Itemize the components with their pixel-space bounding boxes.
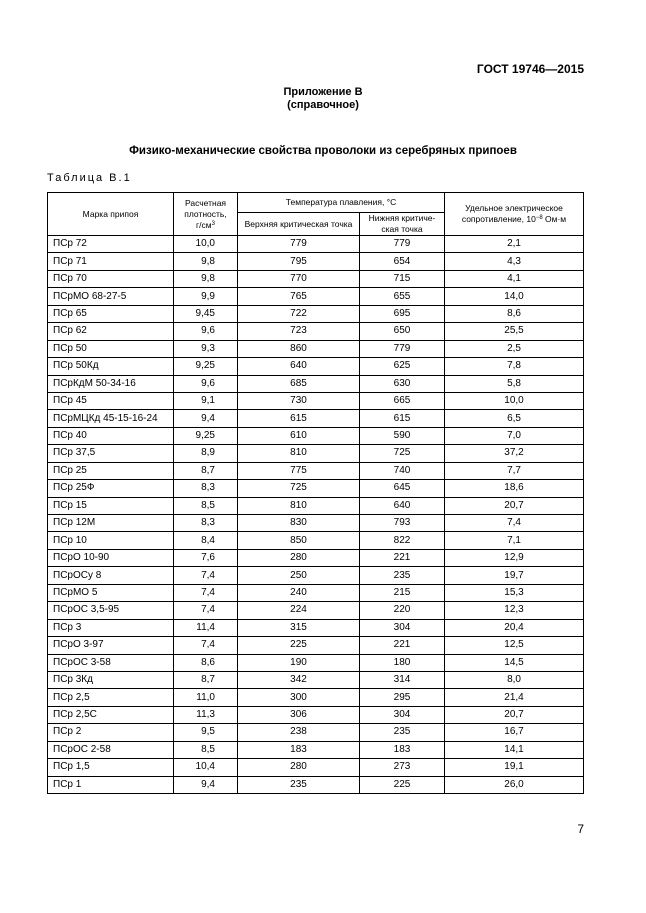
- cell-resistivity: 20,7: [445, 497, 584, 514]
- cell-upper-temp: 770: [238, 270, 360, 287]
- cell-density: 10,4: [174, 759, 238, 776]
- cell-density: 8,3: [174, 515, 238, 532]
- appendix-label: Приложение В: [283, 86, 363, 98]
- cell-resistivity: 4,1: [445, 270, 584, 287]
- cell-grade: ПСр 71: [48, 253, 174, 270]
- cell-upper-temp: 723: [238, 323, 360, 340]
- cell-resistivity: 4,3: [445, 253, 584, 270]
- table-row: [48, 671, 584, 688]
- cell-resistivity: 16,7: [445, 724, 584, 741]
- cell-grade: ПСр 2,5С: [48, 706, 174, 723]
- cell-lower-temp: 650: [360, 323, 445, 340]
- cell-density: 9,6: [174, 323, 238, 340]
- cell-upper-temp: 300: [238, 689, 360, 706]
- cell-resistivity: 8,6: [445, 305, 584, 322]
- cell-density: 7,4: [174, 584, 238, 601]
- cell-density: 9,6: [174, 375, 238, 392]
- table-row: [48, 270, 584, 287]
- cell-lower-temp: 295: [360, 689, 445, 706]
- cell-density: 11,3: [174, 706, 238, 723]
- cell-grade: ПСр 1,5: [48, 759, 174, 776]
- table-row: [48, 358, 584, 375]
- cell-density: 8,7: [174, 671, 238, 688]
- cell-resistivity: 6,5: [445, 410, 584, 427]
- table-row: [48, 776, 584, 793]
- cell-resistivity: 15,3: [445, 584, 584, 601]
- cell-upper-temp: 850: [238, 532, 360, 549]
- cell-lower-temp: 215: [360, 584, 445, 601]
- cell-grade: ПСр 1: [48, 776, 174, 793]
- cell-grade: ПСрКдМ 50-34-16: [48, 375, 174, 392]
- cell-density: 9,9: [174, 288, 238, 305]
- cell-upper-temp: 238: [238, 724, 360, 741]
- cell-density: 11,0: [174, 689, 238, 706]
- cell-density: 7,4: [174, 567, 238, 584]
- section-title: Физико-механические свойства проволоки из серебряных припоев: [129, 145, 517, 157]
- header-density-line2: плотность,: [184, 208, 227, 219]
- cell-lower-temp: 183: [360, 741, 445, 758]
- cell-resistivity: 2,1: [445, 236, 584, 253]
- cell-lower-temp: 180: [360, 654, 445, 671]
- cell-resistivity: 14,0: [445, 288, 584, 305]
- cell-upper-temp: 315: [238, 619, 360, 636]
- cell-grade: ПСр 3: [48, 619, 174, 636]
- cell-upper-temp: 280: [238, 759, 360, 776]
- cell-grade: ПСрМЦКд 45-15-16-24: [48, 410, 174, 427]
- cell-upper-temp: 280: [238, 549, 360, 566]
- cell-lower-temp: 822: [360, 532, 445, 549]
- header-resistivity-exp: −8: [535, 215, 543, 221]
- cell-resistivity: 12,9: [445, 549, 584, 566]
- header-upper-point: Верхняя критическая точка: [238, 213, 360, 236]
- cell-grade: ПСр 25: [48, 462, 174, 479]
- cell-upper-temp: 240: [238, 584, 360, 601]
- cell-density: 7,4: [174, 602, 238, 619]
- table-row: [48, 532, 584, 549]
- cell-density: 8,4: [174, 532, 238, 549]
- cell-density: 9,45: [174, 305, 238, 322]
- header-resistivity-line1: Удельное электрическое: [465, 203, 563, 213]
- table-row: [48, 480, 584, 497]
- cell-grade: ПСр 70: [48, 270, 174, 287]
- cell-lower-temp: 654: [360, 253, 445, 270]
- cell-lower-temp: 221: [360, 637, 445, 654]
- cell-lower-temp: 221: [360, 549, 445, 566]
- cell-density: 8,6: [174, 654, 238, 671]
- table-row: [48, 637, 584, 654]
- header-resistivity: [445, 193, 584, 236]
- cell-density: 9,4: [174, 410, 238, 427]
- cell-resistivity: 18,6: [445, 480, 584, 497]
- header-grade: Марка припоя: [48, 193, 174, 236]
- cell-grade: ПСрО 3-97: [48, 637, 174, 654]
- cell-lower-temp: 630: [360, 375, 445, 392]
- cell-resistivity: 5,8: [445, 375, 584, 392]
- cell-lower-temp: 725: [360, 445, 445, 462]
- cell-density: 8,5: [174, 741, 238, 758]
- cell-lower-temp: 225: [360, 776, 445, 793]
- cell-grade: ПСр 65: [48, 305, 174, 322]
- cell-upper-temp: 224: [238, 602, 360, 619]
- cell-upper-temp: 250: [238, 567, 360, 584]
- cell-lower-temp: 655: [360, 288, 445, 305]
- table-row: [48, 323, 584, 340]
- table-row: [48, 462, 584, 479]
- cell-lower-temp: 665: [360, 392, 445, 409]
- cell-upper-temp: 810: [238, 497, 360, 514]
- cell-lower-temp: 235: [360, 567, 445, 584]
- cell-upper-temp: 183: [238, 741, 360, 758]
- table-row: [48, 706, 584, 723]
- cell-resistivity: 19,7: [445, 567, 584, 584]
- table-row: [48, 410, 584, 427]
- header-melting-temp: Температура плавления, °С: [238, 193, 445, 213]
- cell-lower-temp: 779: [360, 236, 445, 253]
- table-row: [48, 619, 584, 636]
- cell-upper-temp: 235: [238, 776, 360, 793]
- cell-lower-temp: 645: [360, 480, 445, 497]
- table-row: [48, 445, 584, 462]
- cell-upper-temp: 795: [238, 253, 360, 270]
- cell-resistivity: 7,4: [445, 515, 584, 532]
- cell-resistivity: 19,1: [445, 759, 584, 776]
- header-lower-point: Нижняя критиче-ская точка: [360, 213, 445, 236]
- cell-density: 9,8: [174, 253, 238, 270]
- header-resistivity-pre: сопротивление, 10: [461, 214, 536, 224]
- cell-grade: ПСрМО 5: [48, 584, 174, 601]
- table-row: [48, 515, 584, 532]
- cell-grade: ПСрОСу 8: [48, 567, 174, 584]
- table-row: [48, 584, 584, 601]
- table-row: [48, 497, 584, 514]
- appendix-title: [0, 86, 646, 112]
- cell-density: 10,0: [174, 236, 238, 253]
- table-row: [48, 305, 584, 322]
- cell-resistivity: 7,1: [445, 532, 584, 549]
- cell-resistivity: 26,0: [445, 776, 584, 793]
- cell-grade: ПСр 2,5: [48, 689, 174, 706]
- table-row: [48, 741, 584, 758]
- cell-grade: ПСр 50: [48, 340, 174, 357]
- cell-upper-temp: 765: [238, 288, 360, 305]
- cell-resistivity: 21,4: [445, 689, 584, 706]
- cell-upper-temp: 779: [238, 236, 360, 253]
- table-body: [48, 236, 584, 794]
- cell-upper-temp: 775: [238, 462, 360, 479]
- cell-resistivity: 7,0: [445, 427, 584, 444]
- header-density-unit-line: [177, 220, 234, 231]
- cell-density: 8,9: [174, 445, 238, 462]
- cell-density: 9,25: [174, 358, 238, 375]
- cell-lower-temp: 779: [360, 340, 445, 357]
- cell-resistivity: 12,5: [445, 637, 584, 654]
- cell-grade: ПСр 12М: [48, 515, 174, 532]
- cell-upper-temp: 615: [238, 410, 360, 427]
- cell-density: 7,4: [174, 637, 238, 654]
- cell-upper-temp: 830: [238, 515, 360, 532]
- table-row: [48, 375, 584, 392]
- page-number: 7: [577, 822, 584, 836]
- table-row: [48, 567, 584, 584]
- table-row: [48, 427, 584, 444]
- cell-upper-temp: 190: [238, 654, 360, 671]
- cell-resistivity: 2,5: [445, 340, 584, 357]
- table-row: [48, 654, 584, 671]
- cell-lower-temp: 273: [360, 759, 445, 776]
- table-row: [48, 288, 584, 305]
- cell-resistivity: 12,3: [445, 602, 584, 619]
- cell-lower-temp: 235: [360, 724, 445, 741]
- cell-lower-temp: 715: [360, 270, 445, 287]
- cell-grade: ПСр 2: [48, 724, 174, 741]
- cell-upper-temp: 306: [238, 706, 360, 723]
- standard-id: ГОСТ 19746—2015: [476, 62, 584, 76]
- cell-lower-temp: 695: [360, 305, 445, 322]
- cell-density: 8,5: [174, 497, 238, 514]
- table-row: [48, 392, 584, 409]
- cell-grade: ПСр 10: [48, 532, 174, 549]
- table-row: [48, 253, 584, 270]
- cell-density: 9,5: [174, 724, 238, 741]
- cell-resistivity: 37,2: [445, 445, 584, 462]
- cell-resistivity: 10,0: [445, 392, 584, 409]
- cell-lower-temp: 304: [360, 619, 445, 636]
- cell-upper-temp: 685: [238, 375, 360, 392]
- cell-density: 9,4: [174, 776, 238, 793]
- header-density-unit: г/см: [196, 219, 212, 230]
- cell-density: 7,6: [174, 549, 238, 566]
- cell-resistivity: 14,1: [445, 741, 584, 758]
- cell-upper-temp: 225: [238, 637, 360, 654]
- cell-upper-temp: 730: [238, 392, 360, 409]
- cell-upper-temp: 810: [238, 445, 360, 462]
- cell-lower-temp: 304: [360, 706, 445, 723]
- cell-lower-temp: 590: [360, 427, 445, 444]
- cell-grade: ПСр 37,5: [48, 445, 174, 462]
- cell-lower-temp: 625: [360, 358, 445, 375]
- cell-grade: ПСр 3Кд: [48, 671, 174, 688]
- cell-lower-temp: 220: [360, 602, 445, 619]
- cell-grade: ПСр 40: [48, 427, 174, 444]
- header-density-exp: 3: [211, 220, 215, 227]
- cell-grade: ПСр 72: [48, 236, 174, 253]
- table-row: [48, 689, 584, 706]
- cell-grade: ПСрОС 3-58: [48, 654, 174, 671]
- header-density-line1: Расчетная: [184, 197, 227, 208]
- cell-resistivity: 8,0: [445, 671, 584, 688]
- cell-density: 9,25: [174, 427, 238, 444]
- cell-density: 9,3: [174, 340, 238, 357]
- cell-grade: ПСр 62: [48, 323, 174, 340]
- cell-grade: ПСрО 10-90: [48, 549, 174, 566]
- table-caption: Таблица В.1: [47, 172, 132, 184]
- cell-grade: ПСр 45: [48, 392, 174, 409]
- cell-grade: ПСр 25Ф: [48, 480, 174, 497]
- header-resistivity-unit-line: [448, 214, 580, 225]
- table-row: [48, 549, 584, 566]
- cell-density: 8,3: [174, 480, 238, 497]
- cell-grade: ПСр 50Кд: [48, 358, 174, 375]
- properties-table: [47, 192, 584, 794]
- cell-grade: ПСрОС 2-58: [48, 741, 174, 758]
- cell-lower-temp: 640: [360, 497, 445, 514]
- cell-density: 8,7: [174, 462, 238, 479]
- table-row: [48, 340, 584, 357]
- cell-lower-temp: 793: [360, 515, 445, 532]
- cell-resistivity: 14,5: [445, 654, 584, 671]
- table-row: [48, 759, 584, 776]
- cell-upper-temp: 342: [238, 671, 360, 688]
- table-row: [48, 602, 584, 619]
- cell-upper-temp: 725: [238, 480, 360, 497]
- cell-resistivity: 25,5: [445, 323, 584, 340]
- cell-lower-temp: 740: [360, 462, 445, 479]
- header-resistivity-post: Ом·м: [542, 214, 567, 224]
- table-row: [48, 236, 584, 253]
- cell-upper-temp: 610: [238, 427, 360, 444]
- cell-lower-temp: 314: [360, 671, 445, 688]
- cell-grade: ПСрМО 68-27-5: [48, 288, 174, 305]
- cell-resistivity: 20,7: [445, 706, 584, 723]
- cell-resistivity: 7,7: [445, 462, 584, 479]
- cell-density: 9,1: [174, 392, 238, 409]
- cell-lower-temp: 615: [360, 410, 445, 427]
- cell-grade: ПСрОС 3,5-95: [48, 602, 174, 619]
- cell-upper-temp: 640: [238, 358, 360, 375]
- cell-upper-temp: 860: [238, 340, 360, 357]
- appendix-subtitle: (справочное): [287, 99, 359, 111]
- header-density: [174, 193, 238, 236]
- table-row: [48, 724, 584, 741]
- cell-resistivity: 20,4: [445, 619, 584, 636]
- cell-density: 9,8: [174, 270, 238, 287]
- cell-resistivity: 7,8: [445, 358, 584, 375]
- cell-upper-temp: 722: [238, 305, 360, 322]
- cell-density: 11,4: [174, 619, 238, 636]
- cell-grade: ПСр 15: [48, 497, 174, 514]
